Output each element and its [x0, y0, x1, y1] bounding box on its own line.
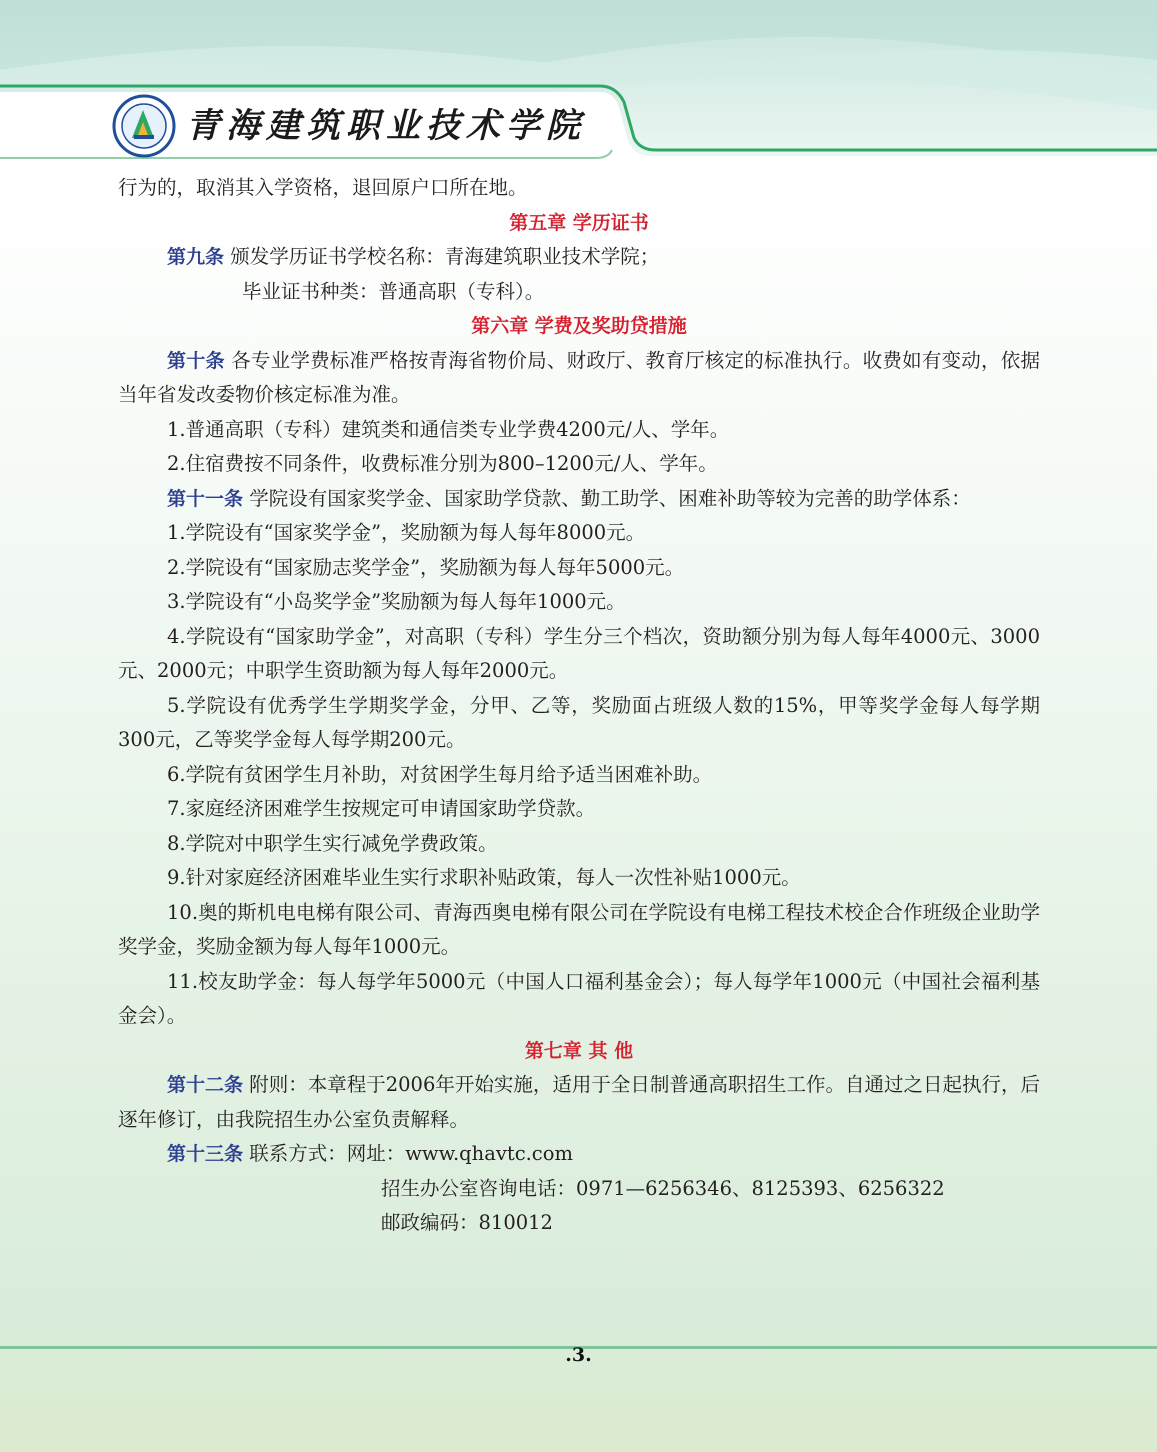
body-paragraph: 8.学院对中职学生实行减免学费政策。 [167, 831, 498, 855]
article-label: 第十二条 [167, 1074, 244, 1096]
chapter-heading: 第七章 其 他 [524, 1039, 634, 1062]
article-text: 各专业学费标准严格按青海省物价局、财政厅、教育厅核定的标准执行。收费如有变动，依据当年省发改委物价核定标准为准。 [118, 348, 1040, 406]
body-paragraph: 6.学院有贫困学生月补助，对贫困学生每月给予适当困难补助。 [167, 762, 713, 786]
article-paragraph [118, 1137, 1040, 1172]
article-paragraph [118, 482, 1040, 517]
chapter-heading: 第六章 学费及奖助贷措施 [471, 315, 687, 337]
page-number: .3. [565, 1344, 592, 1366]
chapter-heading: 第五章 学历证书 [509, 211, 649, 234]
article-text: 学院设有国家奖学金、国家助学贷款、勤工助学、困难补助等较为完善的助学体系： [243, 486, 971, 510]
body-paragraph: 1.普通高职（专科）建筑类和通信类专业学费4200元/人、学年。 [167, 417, 730, 441]
college-title: 青海建筑职业技术学院 [186, 106, 586, 146]
body-paragraph: 11.校友助学金：每人每学年5000元（中国人口福利基金会）；每人每学年1000元（中国社会福利基金会）。 [118, 969, 1040, 1027]
article-paragraph [118, 240, 1040, 275]
body-paragraph: 2.学院设有“国家励志奖学金”，奖励额为每人每年5000元。 [167, 555, 685, 579]
article-label: 第十三条 [167, 1143, 244, 1165]
body-paragraph: 毕业证书种类：普通高职（专科）。 [242, 279, 545, 303]
body-paragraph: 1.学院设有“国家奖学金”，奖励额为每人每年8000元。 [167, 521, 646, 544]
body-paragraph: 3.学院设有“小岛奖学金”奖励额为每人每年1000元。 [167, 590, 626, 613]
article-label: 第九条 [167, 246, 225, 268]
contact-line: 邮政编码：810012 [381, 1211, 553, 1234]
article-label: 第十一条 [167, 487, 244, 510]
contact-line: 招生办公室咨询电话：0971—6256346、8125393、6256322 [381, 1176, 945, 1200]
college-logo [112, 94, 176, 158]
body-paragraph: 7.家庭经济困难学生按规定可申请国家助学贷款。 [167, 797, 596, 820]
body-paragraph: 5.学院设有优秀学生学期奖学金，分甲、乙等，奖励面占班级人数的15%，甲等奖学金每人每学期300元，乙等奖学金每人每学期200元。 [118, 693, 1040, 751]
body-paragraph: 4.学院设有“国家助学金”，对高职（专科）学生分三个档次，资助额分别为每人每年4000元、3000元、2000元；中职学生资助额为每人每年2000元。 [118, 624, 1040, 682]
article-paragraph [118, 1068, 1040, 1137]
body-paragraph: 行为的，取消其入学资格，退回原户口所在地。 [118, 176, 528, 199]
body-paragraph: 9.针对家庭经济困难毕业生实行求职补贴政策，每人一次性补贴1000元。 [167, 866, 801, 889]
article-label: 第十条 [167, 349, 225, 372]
article-text: 联系方式：网址：www.qhavtc.com [243, 1142, 573, 1165]
article-text: 颁发学历证书学校名称：青海建筑职业技术学院； [224, 245, 660, 268]
article-paragraph [118, 344, 1040, 413]
article-text: 附则：本章程于2006年开始实施，适用于全日制普通高职招生工作。自通过之日起执行，后逐年修订，由我院招生办公室负责解释。 [118, 1073, 1040, 1131]
body-paragraph: 2.住宿费按不同条件，收费标准分别为800–1200元/人、学年。 [167, 452, 718, 475]
body-paragraph: 10.奥的斯机电电梯有限公司、青海西奥电梯有限公司在学院设有电梯工程技术校企合作班级企业助学奖学金，奖励金额为每人每年1000元。 [118, 900, 1040, 958]
document-body [118, 171, 1040, 1241]
